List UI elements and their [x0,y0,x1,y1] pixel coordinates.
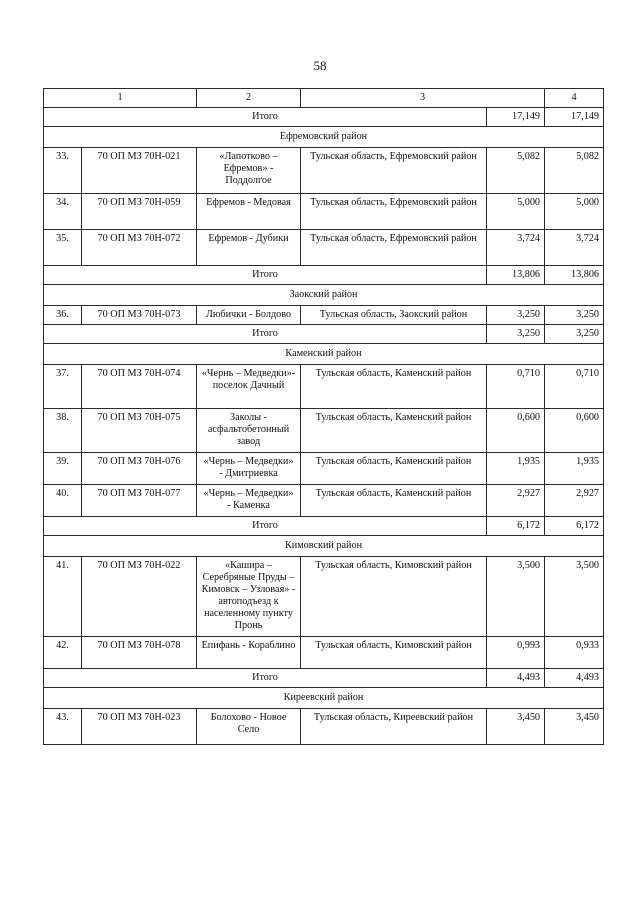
row-number: 40. [44,485,82,517]
road-value-1: 1,935 [487,453,545,485]
total-value-1: 4,493 [487,669,545,688]
road-code: 70 ОП МЗ 70Н-077 [82,485,197,517]
road-value-2: 5,082 [545,148,604,194]
table-row [44,306,604,325]
region-header [44,688,604,709]
road-name: «Кашира – Серебряные Пруды – Кимовск – Узловая» - автоподъезд к населенному пункту Пронь [197,557,301,637]
road-location: Тульская область, Каменский район [301,365,487,409]
road-value-2: 0,600 [545,409,604,453]
row-number: 37. [44,365,82,409]
road-name: Любички - Болдово [197,306,301,325]
road-code: 70 ОП МЗ 70Н-076 [82,453,197,485]
total-label: Итого [44,325,487,344]
road-name: Болохово - Новое Село [197,709,301,745]
road-code: 70 ОП МЗ 70Н-059 [82,194,197,230]
road-code: 70 ОП МЗ 70Н-078 [82,637,197,669]
region-header [44,285,604,306]
page-number: 58 [313,58,327,73]
road-value-2: 1,935 [545,453,604,485]
total-value-1: 6,172 [487,517,545,536]
road-location: Тульская область, Ефремовский район [301,230,487,266]
table-row [44,557,604,637]
total-row [44,517,604,536]
header-col-1: 1 [44,89,197,108]
road-value-2: 5,000 [545,194,604,230]
roads-table [43,88,604,745]
region-header [44,344,604,365]
road-name: Ефремов - Медовая [197,194,301,230]
road-location: Тульская область, Заокский район [301,306,487,325]
total-value-1: 13,806 [487,266,545,285]
road-value-2: 3,450 [545,709,604,745]
total-row [44,266,604,285]
total-row [44,108,604,127]
road-name: Епифань - Кораблино [197,637,301,669]
table-row [44,194,604,230]
region-name: Каменский район [44,344,604,365]
road-code: 70 ОП МЗ 70Н-023 [82,709,197,745]
road-value-1: 3,724 [487,230,545,266]
road-value-1: 0,710 [487,365,545,409]
road-value-1: 3,250 [487,306,545,325]
total-value-2: 4,493 [545,669,604,688]
total-label: Итого [44,266,487,285]
road-value-1: 5,082 [487,148,545,194]
total-label: Итого [44,108,487,127]
header-col-2: 2 [197,89,301,108]
road-name: «Чернь – Медведки» - Каменка [197,485,301,517]
road-value-1: 5,000 [487,194,545,230]
total-row [44,325,604,344]
region-header [44,536,604,557]
total-value-1: 3,250 [487,325,545,344]
road-location: Тульская область, Кимовский район [301,557,487,637]
road-value-1: 3,500 [487,557,545,637]
road-location: Тульская область, Ефремовский район [301,194,487,230]
table-row [44,637,604,669]
total-value-2: 6,172 [545,517,604,536]
road-name: «Лапотково – Ефремов» - Поддолгое [197,148,301,194]
total-label: Итого [44,669,487,688]
table-row [44,485,604,517]
road-location: Тульская область, Ефремовский район [301,148,487,194]
region-name: Кимовский район [44,536,604,557]
table-row [44,409,604,453]
road-value-2: 3,500 [545,557,604,637]
road-location: Тульская область, Каменский район [301,485,487,517]
row-number: 41. [44,557,82,637]
region-name: Киреевский район [44,688,604,709]
row-number: 35. [44,230,82,266]
total-label: Итого [44,517,487,536]
road-value-2: 2,927 [545,485,604,517]
road-location: Тульская область, Каменский район [301,453,487,485]
header-row [44,89,604,108]
road-value-1: 2,927 [487,485,545,517]
region-header [44,127,604,148]
total-value-1: 17,149 [487,108,545,127]
road-value-2: 3,250 [545,306,604,325]
region-name: Ефремовский район [44,127,604,148]
region-name: Заокский район [44,285,604,306]
header-col-4: 4 [545,89,604,108]
table-row [44,148,604,194]
road-code: 70 ОП МЗ 70Н-074 [82,365,197,409]
road-code: 70 ОП МЗ 70Н-072 [82,230,197,266]
header-col-3: 3 [301,89,545,108]
row-number: 34. [44,194,82,230]
road-location: Тульская область, Кимовский район [301,637,487,669]
road-name: Ефремов - Дубики [197,230,301,266]
table-row [44,453,604,485]
road-value-1: 0,600 [487,409,545,453]
road-name: «Чернь – Медведки» - Дмитриевка [197,453,301,485]
road-location: Тульская область, Каменский район [301,409,487,453]
road-value-2: 0,933 [545,637,604,669]
road-code: 70 ОП МЗ 70Н-073 [82,306,197,325]
row-number: 42. [44,637,82,669]
road-value-2: 3,724 [545,230,604,266]
road-location: Тульская область, Киреевский район [301,709,487,745]
road-value-2: 0,710 [545,365,604,409]
road-value-1: 3,450 [487,709,545,745]
row-number: 36. [44,306,82,325]
total-value-2: 3,250 [545,325,604,344]
road-code: 70 ОП МЗ 70Н-075 [82,409,197,453]
road-code: 70 ОП МЗ 70Н-021 [82,148,197,194]
road-name: Заколы - асфальтобетонный завод [197,409,301,453]
road-value-1: 0,993 [487,637,545,669]
table-row [44,230,604,266]
total-row [44,669,604,688]
table-row [44,365,604,409]
road-code: 70 ОП МЗ 70Н-022 [82,557,197,637]
row-number: 38. [44,409,82,453]
total-value-2: 17,149 [545,108,604,127]
total-value-2: 13,806 [545,266,604,285]
row-number: 33. [44,148,82,194]
row-number: 39. [44,453,82,485]
table-row [44,709,604,745]
row-number: 43. [44,709,82,745]
road-name: «Чернь – Медведки»- поселок Дачный [197,365,301,409]
